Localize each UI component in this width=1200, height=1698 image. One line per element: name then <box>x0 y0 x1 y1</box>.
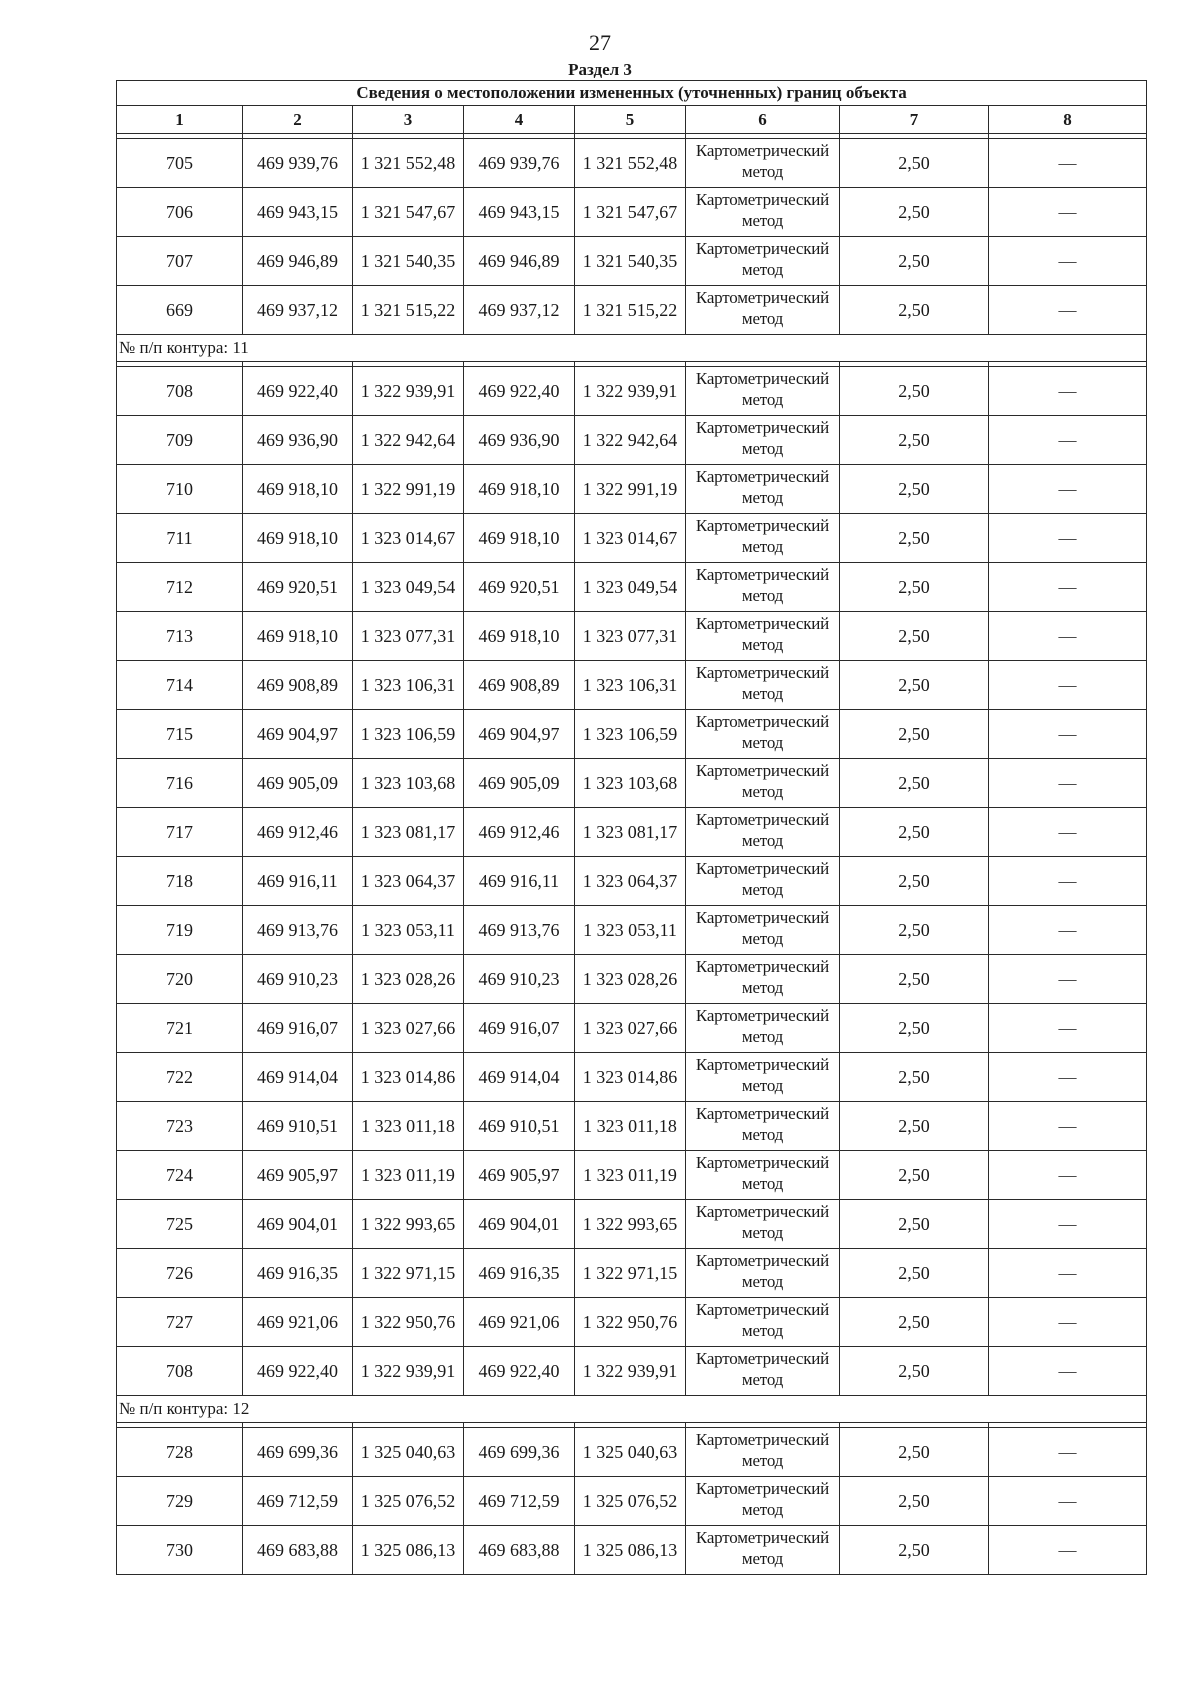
method-cell: Картометрический метод <box>686 563 840 612</box>
point-number-cell: 714 <box>117 661 243 710</box>
description-cell: — <box>989 857 1147 906</box>
y-new-cell: 1 322 993,65 <box>575 1200 686 1249</box>
x-new-cell: 469 913,76 <box>464 906 575 955</box>
x-old-cell: 469 916,11 <box>243 857 353 906</box>
column-number: 5 <box>575 106 686 134</box>
table-body <box>117 134 1147 1575</box>
x-old-cell: 469 937,12 <box>243 286 353 335</box>
y-old-cell: 1 322 942,64 <box>353 416 464 465</box>
x-new-cell: 469 918,10 <box>464 465 575 514</box>
accuracy-cell: 2,50 <box>840 188 989 237</box>
description-cell: — <box>989 759 1147 808</box>
method-cell: Картометрический метод <box>686 955 840 1004</box>
x-new-cell: 469 936,90 <box>464 416 575 465</box>
y-new-cell: 1 325 076,52 <box>575 1477 686 1526</box>
description-cell: — <box>989 661 1147 710</box>
x-old-cell: 469 910,51 <box>243 1102 353 1151</box>
y-old-cell: 1 322 993,65 <box>353 1200 464 1249</box>
description-cell: — <box>989 710 1147 759</box>
table-row <box>117 759 1147 808</box>
y-new-cell: 1 323 027,66 <box>575 1004 686 1053</box>
method-cell: Картометрический метод <box>686 808 840 857</box>
x-new-cell: 469 922,40 <box>464 1347 575 1396</box>
description-cell: — <box>989 955 1147 1004</box>
y-new-cell: 1 323 081,17 <box>575 808 686 857</box>
y-old-cell: 1 323 014,67 <box>353 514 464 563</box>
accuracy-cell: 2,50 <box>840 759 989 808</box>
x-old-cell: 469 916,07 <box>243 1004 353 1053</box>
table-row <box>117 1004 1147 1053</box>
y-new-cell: 1 323 053,11 <box>575 906 686 955</box>
column-number: 3 <box>353 106 464 134</box>
description-cell: — <box>989 1053 1147 1102</box>
x-old-cell: 469 904,97 <box>243 710 353 759</box>
boundary-coordinates-table <box>116 80 1147 1575</box>
table-row <box>117 857 1147 906</box>
y-new-cell: 1 322 991,19 <box>575 465 686 514</box>
accuracy-cell: 2,50 <box>840 1428 989 1477</box>
contour-label: № п/п контура: 12 <box>117 1396 1147 1423</box>
accuracy-cell: 2,50 <box>840 661 989 710</box>
column-number: 7 <box>840 106 989 134</box>
accuracy-cell: 2,50 <box>840 857 989 906</box>
description-cell: — <box>989 1347 1147 1396</box>
accuracy-cell: 2,50 <box>840 1200 989 1249</box>
accuracy-cell: 2,50 <box>840 416 989 465</box>
description-cell: — <box>989 465 1147 514</box>
x-new-cell: 469 946,89 <box>464 237 575 286</box>
y-old-cell: 1 323 103,68 <box>353 759 464 808</box>
description-cell: — <box>989 367 1147 416</box>
x-old-cell: 469 712,59 <box>243 1477 353 1526</box>
x-new-cell: 469 918,10 <box>464 612 575 661</box>
table-row <box>117 612 1147 661</box>
x-old-cell: 469 683,88 <box>243 1526 353 1575</box>
method-cell: Картометрический метод <box>686 710 840 759</box>
point-number-cell: 718 <box>117 857 243 906</box>
page-number: 27 <box>589 30 611 55</box>
point-number-cell: 710 <box>117 465 243 514</box>
point-number-cell: 725 <box>117 1200 243 1249</box>
y-old-cell: 1 323 027,66 <box>353 1004 464 1053</box>
description-cell: — <box>989 1428 1147 1477</box>
description-cell: — <box>989 1249 1147 1298</box>
method-cell: Картометрический метод <box>686 1053 840 1102</box>
point-number-cell: 721 <box>117 1004 243 1053</box>
accuracy-cell: 2,50 <box>840 563 989 612</box>
accuracy-cell: 2,50 <box>840 808 989 857</box>
method-cell: Картометрический метод <box>686 1298 840 1347</box>
y-old-cell: 1 323 064,37 <box>353 857 464 906</box>
table-row <box>117 188 1147 237</box>
contour-label: № п/п контура: 11 <box>117 335 1147 362</box>
x-old-cell: 469 943,15 <box>243 188 353 237</box>
column-number: 2 <box>243 106 353 134</box>
accuracy-cell: 2,50 <box>840 1477 989 1526</box>
accuracy-cell: 2,50 <box>840 1004 989 1053</box>
method-cell: Картометрический метод <box>686 759 840 808</box>
method-cell: Картометрический метод <box>686 1102 840 1151</box>
point-number-cell: 669 <box>117 286 243 335</box>
point-number-cell: 716 <box>117 759 243 808</box>
method-cell: Картометрический метод <box>686 139 840 188</box>
x-new-cell: 469 712,59 <box>464 1477 575 1526</box>
column-number-row <box>117 106 1147 134</box>
x-old-cell: 469 914,04 <box>243 1053 353 1102</box>
table-row <box>117 1347 1147 1396</box>
y-old-cell: 1 323 077,31 <box>353 612 464 661</box>
y-new-cell: 1 322 942,64 <box>575 416 686 465</box>
description-cell: — <box>989 1004 1147 1053</box>
x-new-cell: 469 683,88 <box>464 1526 575 1575</box>
point-number-cell: 730 <box>117 1526 243 1575</box>
x-new-cell: 469 905,97 <box>464 1151 575 1200</box>
point-number-cell: 719 <box>117 906 243 955</box>
x-old-cell: 469 910,23 <box>243 955 353 1004</box>
y-old-cell: 1 322 939,91 <box>353 367 464 416</box>
method-cell: Картометрический метод <box>686 1200 840 1249</box>
y-new-cell: 1 325 040,63 <box>575 1428 686 1477</box>
accuracy-cell: 2,50 <box>840 1526 989 1575</box>
table-row <box>117 955 1147 1004</box>
x-new-cell: 469 939,76 <box>464 139 575 188</box>
section-title: Раздел 3 <box>568 60 632 79</box>
point-number-cell: 720 <box>117 955 243 1004</box>
y-old-cell: 1 323 028,26 <box>353 955 464 1004</box>
x-old-cell: 469 918,10 <box>243 465 353 514</box>
table-row <box>117 139 1147 188</box>
method-cell: Картометрический метод <box>686 1004 840 1053</box>
accuracy-cell: 2,50 <box>840 1151 989 1200</box>
method-cell: Картометрический метод <box>686 237 840 286</box>
y-new-cell: 1 321 515,22 <box>575 286 686 335</box>
accuracy-cell: 2,50 <box>840 367 989 416</box>
table-row <box>117 563 1147 612</box>
y-old-cell: 1 323 081,17 <box>353 808 464 857</box>
method-cell: Картометрический метод <box>686 1477 840 1526</box>
x-new-cell: 469 905,09 <box>464 759 575 808</box>
x-old-cell: 469 699,36 <box>243 1428 353 1477</box>
table-row <box>117 1151 1147 1200</box>
y-old-cell: 1 323 106,59 <box>353 710 464 759</box>
method-cell: Картометрический метод <box>686 906 840 955</box>
method-cell: Картометрический метод <box>686 612 840 661</box>
table-row <box>117 465 1147 514</box>
accuracy-cell: 2,50 <box>840 612 989 661</box>
y-old-cell: 1 322 991,19 <box>353 465 464 514</box>
x-old-cell: 469 912,46 <box>243 808 353 857</box>
method-cell: Картометрический метод <box>686 367 840 416</box>
table-row <box>117 416 1147 465</box>
point-number-cell: 729 <box>117 1477 243 1526</box>
table-row <box>117 237 1147 286</box>
accuracy-cell: 2,50 <box>840 1249 989 1298</box>
accuracy-cell: 2,50 <box>840 710 989 759</box>
x-old-cell: 469 905,09 <box>243 759 353 808</box>
y-new-cell: 1 323 103,68 <box>575 759 686 808</box>
point-number-cell: 708 <box>117 1347 243 1396</box>
point-number-cell: 712 <box>117 563 243 612</box>
y-new-cell: 1 322 939,91 <box>575 367 686 416</box>
accuracy-cell: 2,50 <box>840 286 989 335</box>
point-number-cell: 728 <box>117 1428 243 1477</box>
table-row <box>117 1526 1147 1575</box>
description-cell: — <box>989 1102 1147 1151</box>
accuracy-cell: 2,50 <box>840 514 989 563</box>
y-old-cell: 1 325 086,13 <box>353 1526 464 1575</box>
table-row <box>117 286 1147 335</box>
y-old-cell: 1 323 053,11 <box>353 906 464 955</box>
y-new-cell: 1 322 939,91 <box>575 1347 686 1396</box>
x-new-cell: 469 910,23 <box>464 955 575 1004</box>
accuracy-cell: 2,50 <box>840 1298 989 1347</box>
y-old-cell: 1 322 939,91 <box>353 1347 464 1396</box>
description-cell: — <box>989 1526 1147 1575</box>
x-old-cell: 469 913,76 <box>243 906 353 955</box>
x-new-cell: 469 904,01 <box>464 1200 575 1249</box>
table-row <box>117 1298 1147 1347</box>
description-cell: — <box>989 286 1147 335</box>
accuracy-cell: 2,50 <box>840 906 989 955</box>
description-cell: — <box>989 808 1147 857</box>
method-cell: Картометрический метод <box>686 1428 840 1477</box>
y-old-cell: 1 323 014,86 <box>353 1053 464 1102</box>
contour-header-row <box>117 335 1147 362</box>
x-old-cell: 469 946,89 <box>243 237 353 286</box>
description-cell: — <box>989 1298 1147 1347</box>
point-number-cell: 705 <box>117 139 243 188</box>
point-number-cell: 717 <box>117 808 243 857</box>
column-number: 4 <box>464 106 575 134</box>
table-row <box>117 710 1147 759</box>
y-new-cell: 1 323 064,37 <box>575 857 686 906</box>
accuracy-cell: 2,50 <box>840 465 989 514</box>
x-new-cell: 469 912,46 <box>464 808 575 857</box>
x-old-cell: 469 904,01 <box>243 1200 353 1249</box>
x-new-cell: 469 937,12 <box>464 286 575 335</box>
description-cell: — <box>989 514 1147 563</box>
description-cell: — <box>989 416 1147 465</box>
y-old-cell: 1 323 011,19 <box>353 1151 464 1200</box>
x-new-cell: 469 918,10 <box>464 514 575 563</box>
column-number: 6 <box>686 106 840 134</box>
point-number-cell: 727 <box>117 1298 243 1347</box>
method-cell: Картометрический метод <box>686 514 840 563</box>
point-number-cell: 708 <box>117 367 243 416</box>
table-row <box>117 514 1147 563</box>
contour-header-row <box>117 1396 1147 1423</box>
x-old-cell: 469 922,40 <box>243 367 353 416</box>
point-number-cell: 706 <box>117 188 243 237</box>
x-new-cell: 469 916,35 <box>464 1249 575 1298</box>
x-new-cell: 469 920,51 <box>464 563 575 612</box>
accuracy-cell: 2,50 <box>840 1053 989 1102</box>
y-new-cell: 1 323 011,19 <box>575 1151 686 1200</box>
x-new-cell: 469 699,36 <box>464 1428 575 1477</box>
y-new-cell: 1 323 106,31 <box>575 661 686 710</box>
y-new-cell: 1 322 950,76 <box>575 1298 686 1347</box>
x-old-cell: 469 905,97 <box>243 1151 353 1200</box>
accuracy-cell: 2,50 <box>840 1102 989 1151</box>
table-row <box>117 1200 1147 1249</box>
point-number-cell: 715 <box>117 710 243 759</box>
x-new-cell: 469 916,07 <box>464 1004 575 1053</box>
y-new-cell: 1 323 049,54 <box>575 563 686 612</box>
y-old-cell: 1 321 547,67 <box>353 188 464 237</box>
x-old-cell: 469 939,76 <box>243 139 353 188</box>
description-cell: — <box>989 906 1147 955</box>
y-new-cell: 1 323 014,86 <box>575 1053 686 1102</box>
y-new-cell: 1 323 028,26 <box>575 955 686 1004</box>
point-number-cell: 713 <box>117 612 243 661</box>
accuracy-cell: 2,50 <box>840 1347 989 1396</box>
x-new-cell: 469 921,06 <box>464 1298 575 1347</box>
table-row <box>117 367 1147 416</box>
table-row <box>117 1477 1147 1526</box>
accuracy-cell: 2,50 <box>840 955 989 1004</box>
description-cell: — <box>989 563 1147 612</box>
description-cell: — <box>989 139 1147 188</box>
table-row <box>117 1249 1147 1298</box>
description-cell: — <box>989 237 1147 286</box>
x-old-cell: 469 921,06 <box>243 1298 353 1347</box>
table-row <box>117 1428 1147 1477</box>
description-cell: — <box>989 612 1147 661</box>
x-new-cell: 469 910,51 <box>464 1102 575 1151</box>
y-new-cell: 1 321 547,67 <box>575 188 686 237</box>
x-old-cell: 469 908,89 <box>243 661 353 710</box>
x-old-cell: 469 922,40 <box>243 1347 353 1396</box>
point-number-cell: 723 <box>117 1102 243 1151</box>
description-cell: — <box>989 1200 1147 1249</box>
x-old-cell: 469 936,90 <box>243 416 353 465</box>
method-cell: Картометрический метод <box>686 465 840 514</box>
y-new-cell: 1 321 540,35 <box>575 237 686 286</box>
x-new-cell: 469 908,89 <box>464 661 575 710</box>
method-cell: Картометрический метод <box>686 1347 840 1396</box>
y-new-cell: 1 323 014,67 <box>575 514 686 563</box>
description-cell: — <box>989 1477 1147 1526</box>
method-cell: Картометрический метод <box>686 1151 840 1200</box>
table-caption: Сведения о местоположении измененных (уточненных) границ объекта <box>117 81 1147 106</box>
x-new-cell: 469 943,15 <box>464 188 575 237</box>
method-cell: Картометрический метод <box>686 188 840 237</box>
method-cell: Картометрический метод <box>686 286 840 335</box>
method-cell: Картометрический метод <box>686 416 840 465</box>
table-row <box>117 906 1147 955</box>
point-number-cell: 707 <box>117 237 243 286</box>
y-new-cell: 1 323 077,31 <box>575 612 686 661</box>
point-number-cell: 709 <box>117 416 243 465</box>
table-row <box>117 1053 1147 1102</box>
table-row <box>117 1102 1147 1151</box>
y-old-cell: 1 322 950,76 <box>353 1298 464 1347</box>
x-new-cell: 469 916,11 <box>464 857 575 906</box>
description-cell: — <box>989 188 1147 237</box>
method-cell: Картометрический метод <box>686 1526 840 1575</box>
accuracy-cell: 2,50 <box>840 139 989 188</box>
y-old-cell: 1 321 552,48 <box>353 139 464 188</box>
x-old-cell: 469 920,51 <box>243 563 353 612</box>
y-old-cell: 1 322 971,15 <box>353 1249 464 1298</box>
x-new-cell: 469 922,40 <box>464 367 575 416</box>
y-old-cell: 1 323 106,31 <box>353 661 464 710</box>
accuracy-cell: 2,50 <box>840 237 989 286</box>
point-number-cell: 711 <box>117 514 243 563</box>
method-cell: Картометрический метод <box>686 661 840 710</box>
y-new-cell: 1 323 106,59 <box>575 710 686 759</box>
y-old-cell: 1 323 049,54 <box>353 563 464 612</box>
y-old-cell: 1 325 040,63 <box>353 1428 464 1477</box>
x-old-cell: 469 918,10 <box>243 514 353 563</box>
method-cell: Картометрический метод <box>686 857 840 906</box>
y-new-cell: 1 321 552,48 <box>575 139 686 188</box>
table-row <box>117 808 1147 857</box>
y-new-cell: 1 325 086,13 <box>575 1526 686 1575</box>
point-number-cell: 726 <box>117 1249 243 1298</box>
y-old-cell: 1 321 515,22 <box>353 286 464 335</box>
x-old-cell: 469 918,10 <box>243 612 353 661</box>
point-number-cell: 722 <box>117 1053 243 1102</box>
description-cell: — <box>989 1151 1147 1200</box>
y-new-cell: 1 322 971,15 <box>575 1249 686 1298</box>
method-cell: Картометрический метод <box>686 1249 840 1298</box>
y-old-cell: 1 321 540,35 <box>353 237 464 286</box>
y-old-cell: 1 323 011,18 <box>353 1102 464 1151</box>
point-number-cell: 724 <box>117 1151 243 1200</box>
table-row <box>117 661 1147 710</box>
x-new-cell: 469 904,97 <box>464 710 575 759</box>
x-old-cell: 469 916,35 <box>243 1249 353 1298</box>
column-number: 8 <box>989 106 1147 134</box>
x-new-cell: 469 914,04 <box>464 1053 575 1102</box>
y-old-cell: 1 325 076,52 <box>353 1477 464 1526</box>
y-new-cell: 1 323 011,18 <box>575 1102 686 1151</box>
column-number: 1 <box>117 106 243 134</box>
